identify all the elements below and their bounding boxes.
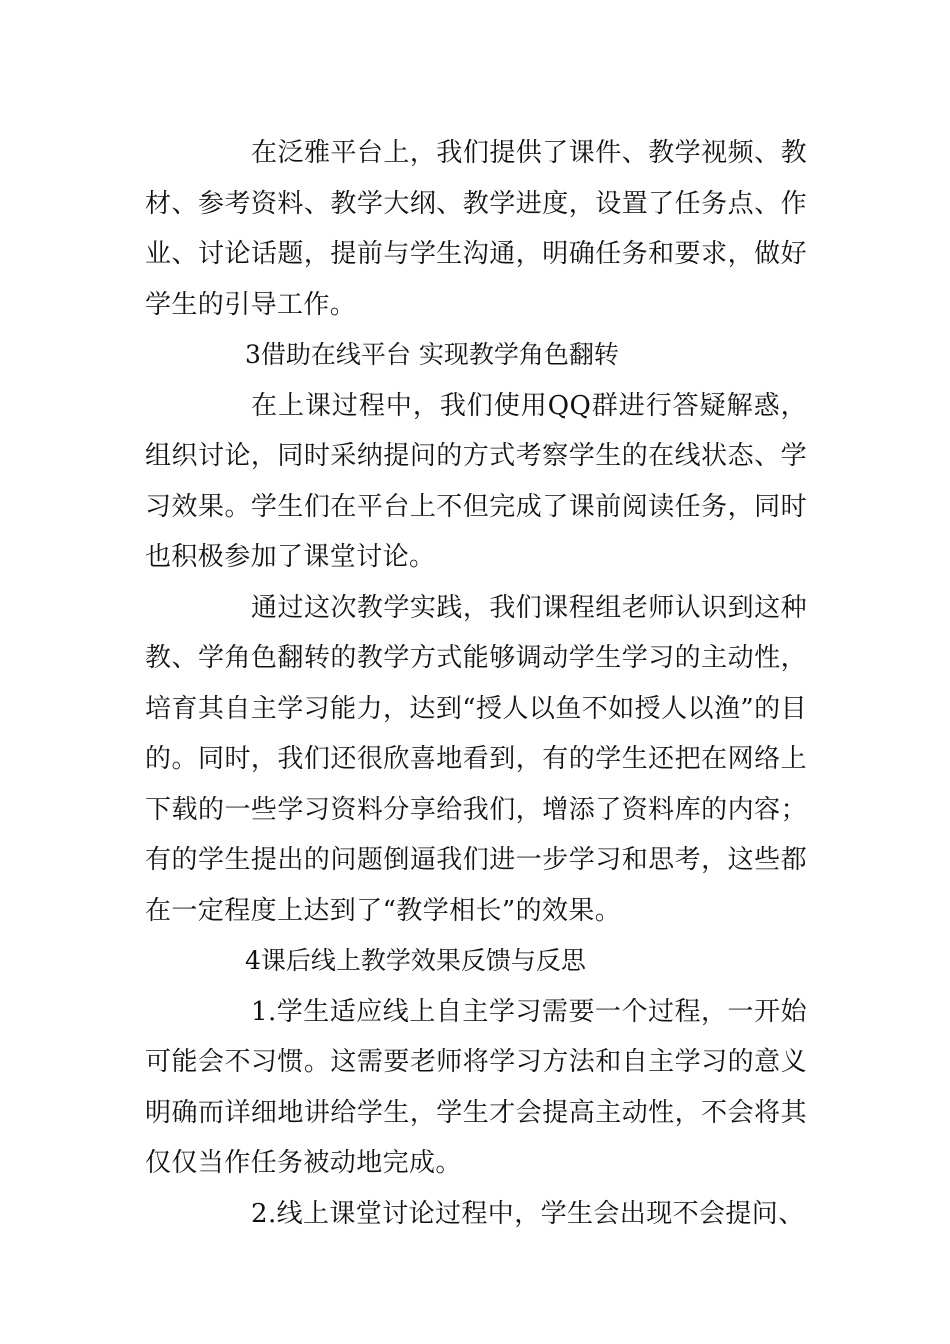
section-heading-4: 4课后线上教学效果反馈与反思 (245, 946, 586, 975)
paragraph-teaching-practice: 通过这次教学实践，我们课程组老师认识到这种教、学角色翻转的教学方式能够调动学生学习的主动性，培育其自主学习能力，达到“授人以鱼不如授人以渔”的目的。同时，我们还很欣喜地看到，有的学生还把在网络上下载的一些学习资料分享给我们，增添了资料库的内容；有的学生提出的问题倒逼我们进一步学习和思考，这些都在一定程度上达到了“教学相长”的效果。 (145, 592, 807, 926)
paragraph-point-2: 2.线上课堂讨论过程中，学生会出现不会提问、 (251, 1198, 805, 1229)
document-page (145, 128, 807, 1239)
paragraph-qq-group: 在上课过程中，我们使用QQ群进行答疑解惑，组织讨论，同时采纳提问的方式考察学生的在线状态、学习效果。学生们在平台上不但完成了课前阅读任务，同时也积极参加了课堂讨论。 (145, 390, 807, 572)
paragraph-platform-resources: 在泛雅平台上，我们提供了课件、教学视频、教材、参考资料、教学大纲、教学进度，设置了任务点、作业、讨论话题，提前与学生沟通，明确任务和要求，做好学生的引导工作。 (145, 138, 807, 320)
paragraph-point-1: 1.学生适应线上自主学习需要一个过程，一开始可能会不习惯。这需要老师将学习方法和自主学习的意义明确而详细地讲给学生，学生才会提高主动性，不会将其仅仅当作任务被动地完成。 (145, 996, 807, 1178)
section-heading-3: 3借助在线平台 实现教学角色翻转 (245, 340, 619, 369)
